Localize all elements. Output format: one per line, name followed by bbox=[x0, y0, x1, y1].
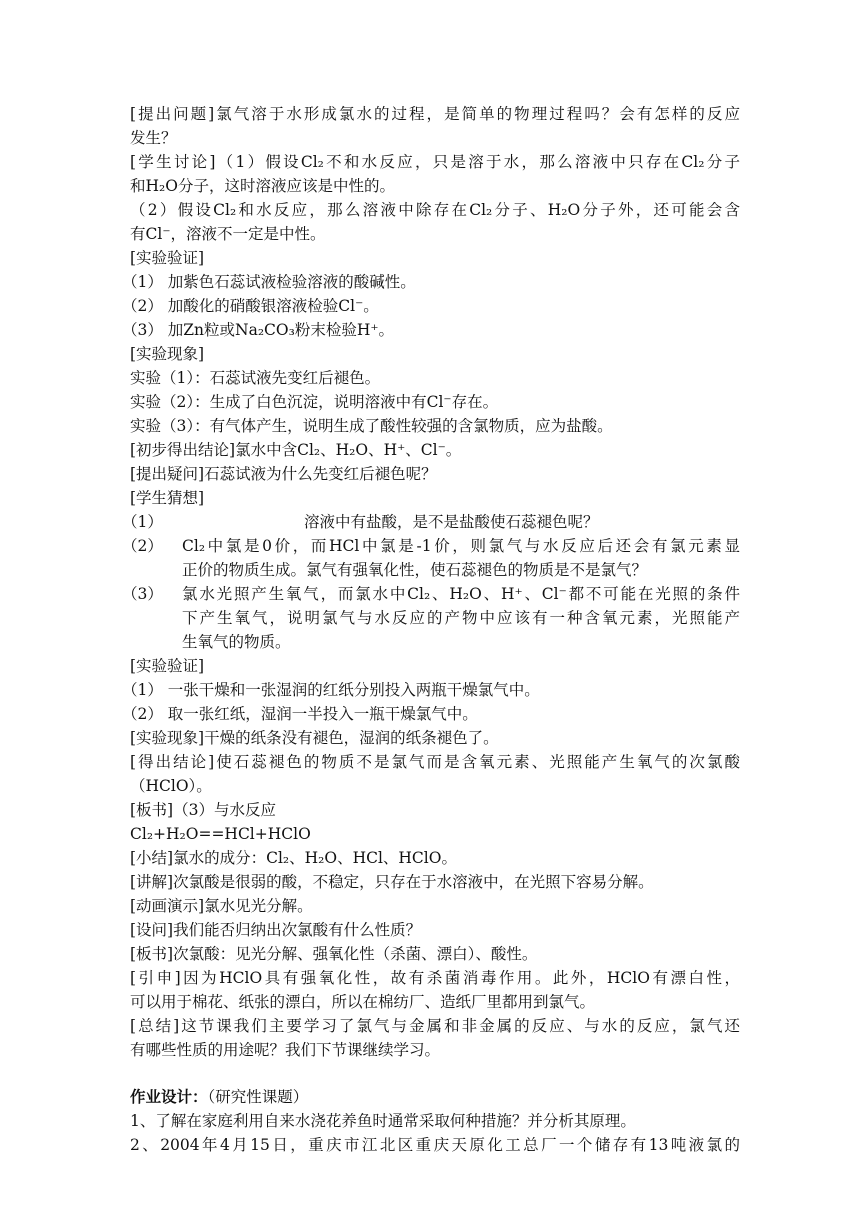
text-line: （2）假设Cl₂和水反应，那么溶液中除存在Cl₂分子、H₂O分子外，还可能会含 bbox=[130, 201, 740, 219]
text-line: [提出疑问]石蕊试液为什么先变红后褪色呢？ bbox=[130, 465, 437, 483]
text-line: 实验（2）：生成了白色沉淀，说明溶液中有Cl⁻存在。 bbox=[130, 393, 499, 411]
text-line: 和H₂O分子，这时溶液应该是中性的。 bbox=[130, 177, 395, 195]
homework-title: 作业设计： bbox=[130, 1087, 208, 1106]
list-text: 氯水光照产生氧气，而氯水中Cl₂、H₂O、H⁺、Cl⁻都不可能在光照的条件 bbox=[182, 585, 740, 603]
list-text: 生氧气的物质。 bbox=[182, 633, 291, 651]
text-line: （3） 加Zn粒或Na₂CO₃粉末检验H⁺。 bbox=[122, 321, 395, 339]
list-item bbox=[122, 582, 740, 606]
homework-heading bbox=[130, 1085, 740, 1109]
section-heading: [实验验证] bbox=[130, 657, 205, 675]
list-text: Cl₂中氯是0价，而HCl中氯是-1价，则氯气与水反应后还会有氯元素显 bbox=[182, 537, 740, 555]
section-heading: [实验现象] bbox=[130, 345, 205, 363]
text-line: [小结]氯水的成分：Cl₂、H₂O、HCl、HClO。 bbox=[130, 849, 457, 867]
text-line: 实验（1）：石蕊试液先变红后褪色。 bbox=[130, 369, 381, 387]
text-line: [得出结论]使石蕊褪色的物质不是氯气而是含氧元素、光照能产生氧气的次氯酸 bbox=[130, 753, 740, 771]
text-line: [讲解]次氯酸是很弱的酸，不稳定，只存在于水溶液中，在光照下容易分解。 bbox=[130, 873, 654, 891]
list-number: （2） bbox=[122, 537, 163, 555]
text-line: 有Cl⁻，溶液不一定是中性。 bbox=[130, 225, 326, 243]
text-line: 有哪些性质的用途呢？我们下节课继续学习。 bbox=[130, 1041, 441, 1059]
text-line: 发生？ bbox=[130, 129, 177, 147]
text-line: [设问]我们能否归纳出次氯酸有什么性质？ bbox=[130, 921, 422, 939]
text-line: （HClO）。 bbox=[130, 777, 212, 795]
homework-subtitle: （研究性课题） bbox=[207, 1088, 309, 1106]
text-line: [板书]次氯酸：见光分解、强氧化性（杀菌、漂白）、酸性。 bbox=[130, 945, 538, 963]
text-line: [引申]因为HClO具有强氧化性，故有杀菌消毒作用。此外，HClO有漂白性， bbox=[130, 969, 740, 987]
list-text: 溶液中有盐酸，是不是盐酸使石蕊褪色呢？ bbox=[304, 513, 599, 531]
list-text: 下产生氧气，说明氯气与水反应的产物中应该有一种含氧元素，光照能产 bbox=[182, 609, 740, 627]
section-heading: [学生猜想] bbox=[130, 489, 205, 507]
section-heading: [实验验证] bbox=[130, 249, 205, 267]
text-line: 实验（3）：有气体产生，说明生成了酸性较强的含氯物质，应为盐酸。 bbox=[130, 417, 613, 435]
text-line: （2） 加酸化的硝酸银溶液检验Cl⁻。 bbox=[122, 297, 379, 315]
text-line: （1） 一张干燥和一张湿润的红纸分别投入两瓶干燥氯气中。 bbox=[122, 681, 540, 699]
list-number: （1） bbox=[122, 513, 163, 531]
list-item bbox=[122, 534, 740, 558]
homework-question: 2、2004年4月15日，重庆市江北区重庆天原化工总厂一个储存有13吨液氯的 bbox=[130, 1136, 740, 1154]
text-line: 可以用于棉花、纸张的漂白，所以在棉纺厂、造纸厂里都用到氯气。 bbox=[130, 993, 596, 1011]
list-item bbox=[122, 510, 740, 534]
text-line: [板书]（3）与水反应 bbox=[130, 801, 276, 819]
text-line: （2） 取一张红纸，湿润一半投入一瓶干燥氯气中。 bbox=[122, 705, 478, 723]
text-line: [动画演示]氯水见光分解。 bbox=[130, 897, 313, 915]
text-line: [提出问题]氯气溶于水形成氯水的过程，是简单的物理过程吗？会有怎样的反应 bbox=[130, 105, 740, 123]
text-line: [实验现象]干燥的纸条没有褪色，湿润的纸条褪色了。 bbox=[130, 729, 499, 747]
list-text: 正价的物质生成。氯气有强氧化性，使石蕊褪色的物质是不是氯气？ bbox=[182, 561, 648, 579]
text-line: （1） 加紫色石蕊试液检验溶液的酸碱性。 bbox=[122, 273, 416, 291]
equation: Cl₂+H₂O==HCl+HClO bbox=[130, 825, 311, 843]
text-line: [总结]这节课我们主要学习了氯气与金属和非金属的反应、与水的反应，氯气还 bbox=[130, 1017, 740, 1035]
list-number: （3） bbox=[122, 585, 163, 603]
homework-question: 1、了解在家庭利用自来水浇花养鱼时通常采取何种措施？并分析其原理。 bbox=[130, 1112, 636, 1130]
text-line: [初步得出结论]氯水中含Cl₂、H₂O、H⁺、Cl⁻。 bbox=[130, 441, 462, 459]
text-line: [学生讨论]（1）假设Cl₂不和水反应，只是溶于水，那么溶液中只存在Cl₂分子 bbox=[130, 153, 740, 171]
